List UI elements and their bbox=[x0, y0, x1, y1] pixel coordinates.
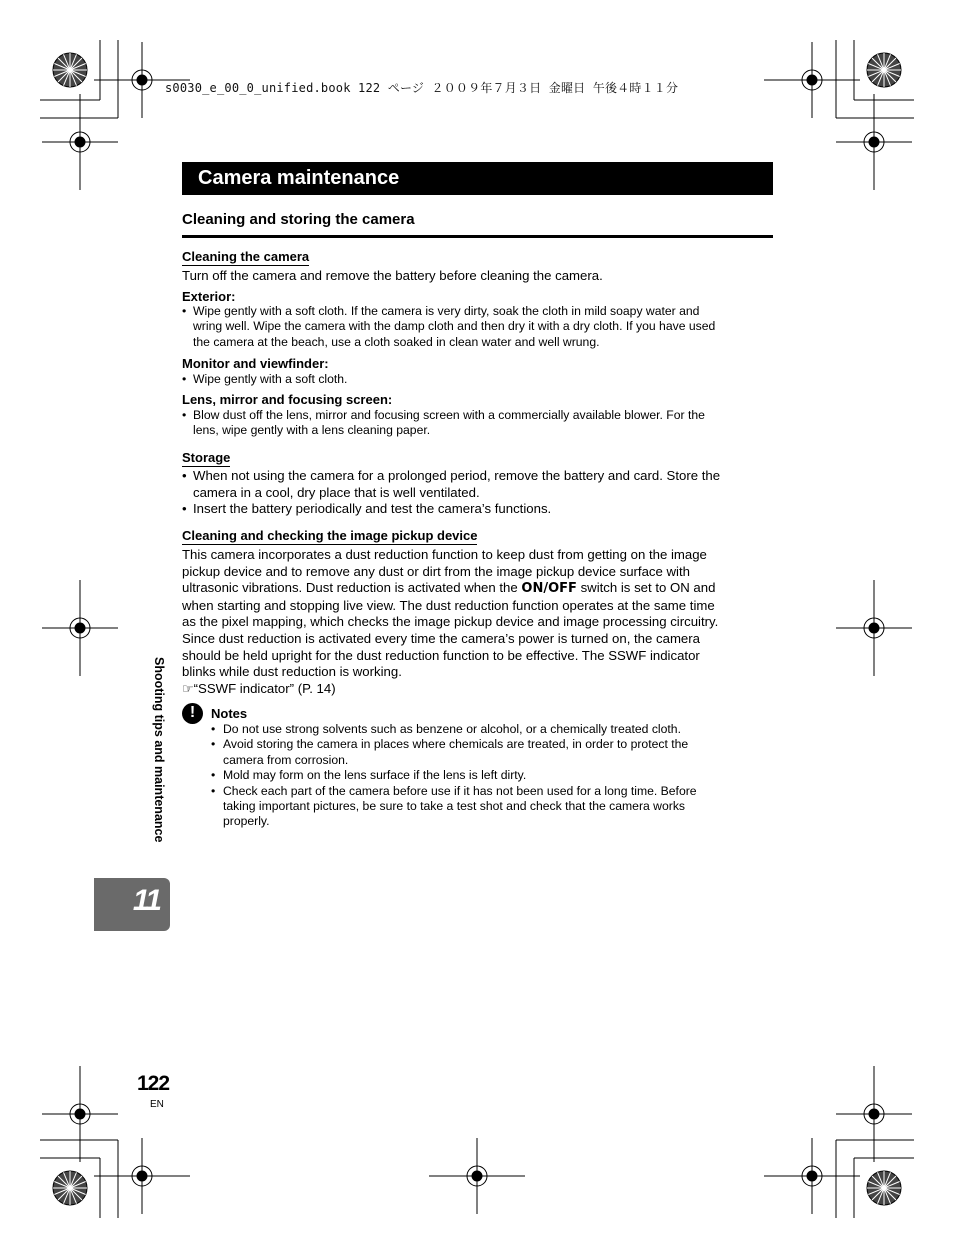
exterior-line: wring well. Wipe the camera with the damp cloth and then dry it with a dry cloth. If you have used bbox=[193, 319, 716, 334]
chapter-tab bbox=[94, 878, 170, 931]
monitor-text: Wipe gently with a soft cloth. bbox=[193, 372, 348, 386]
pickup-line-part: switch is set to ON and bbox=[580, 580, 716, 596]
pickup-heading: Cleaning and checking the image pickup device bbox=[182, 528, 478, 543]
page-number: 122 bbox=[137, 1072, 170, 1095]
lens-line: lens, wipe gently with a lens cleaning paper. bbox=[193, 423, 431, 438]
storage-line: camera in a cool, dry place that is well ventilated. bbox=[193, 484, 480, 500]
bullet-mark: • bbox=[182, 372, 187, 386]
lens-bullet bbox=[182, 408, 782, 439]
note-line: Do not use strong solvents such as benzene or alcohol, or a chemically treated cloth. bbox=[223, 722, 681, 736]
page-title-bar bbox=[182, 162, 773, 195]
bullet-mark: • bbox=[182, 408, 187, 422]
cleaning-intro: Turn off the camera and remove the battery before cleaning the camera. bbox=[182, 268, 603, 283]
exterior-bullet bbox=[182, 304, 782, 350]
storage-heading: Storage bbox=[182, 450, 231, 465]
bullet-mark: • bbox=[211, 737, 216, 752]
chapter-number: 11 bbox=[132, 884, 160, 917]
cross-reference bbox=[182, 681, 782, 698]
monitor-heading: Monitor and viewfinder: bbox=[182, 356, 329, 371]
notes-heading: Notes bbox=[211, 706, 248, 721]
note-line: Avoid storing the camera in places where chemicals are treated, in order to protect the bbox=[223, 737, 689, 752]
storage-bullets bbox=[182, 468, 782, 518]
note-line: properly. bbox=[223, 814, 270, 829]
exterior-line: the camera at the beach, use a cloth soaked in clean water and well wrung. bbox=[193, 334, 600, 349]
pickup-line: should be held upright for the dust reduction function to be effective. The SSWF indicator bbox=[182, 647, 700, 663]
pickup-line: when starting and stopping live view. The dust reduction function operates at the same time bbox=[182, 597, 715, 613]
note-line: Mold may form on the lens surface if the lens is left dirty. bbox=[223, 768, 527, 783]
pickup-line: blinks while dust reduction is working. bbox=[182, 664, 402, 680]
bullet-mark: • bbox=[211, 768, 216, 783]
chapter-label: Shooting tips and maintenance bbox=[152, 657, 166, 843]
bullet-mark: • bbox=[182, 501, 187, 517]
exclamation-glyph: ! bbox=[189, 704, 196, 721]
pickup-paragraph bbox=[182, 547, 782, 697]
lens-heading: Lens, mirror and focusing screen: bbox=[182, 392, 393, 407]
reference-link[interactable]: “SSWF indicator” (P. 14) bbox=[193, 680, 336, 696]
cleaning-heading: Cleaning the camera bbox=[182, 249, 310, 264]
lens-line: Blow dust off the lens, mirror and focusing screen with a commercially available blower. For the bbox=[193, 408, 705, 422]
note-line: taking important pictures, be sure to take a test shot and check that the camera works bbox=[223, 799, 686, 814]
notes-list bbox=[211, 722, 771, 830]
bullet-mark: • bbox=[182, 468, 187, 483]
pickup-line: as the pixel mapping, which checks the image pickup device and image processing circuitry. bbox=[182, 614, 719, 630]
exclamation-icon bbox=[182, 703, 203, 724]
page-title: Camera maintenance bbox=[198, 167, 400, 189]
bullet-mark: • bbox=[211, 783, 216, 798]
monitor-bullet bbox=[182, 372, 347, 387]
onoff-key-label: ON/OFF bbox=[521, 581, 577, 597]
storage-line: Insert the battery periodically and test the camera’s functions. bbox=[193, 501, 552, 517]
exterior-heading: Exterior: bbox=[182, 289, 236, 304]
section-heading: Cleaning and storing the camera bbox=[182, 211, 415, 228]
pickup-line-part: ultrasonic vibrations. Dust reduction is activated when the bbox=[182, 580, 518, 596]
pickup-line: This camera incorporates a dust reduction function to keep dust from getting on the image bbox=[182, 547, 707, 562]
page-language: EN bbox=[150, 1099, 164, 1110]
bullet-mark: • bbox=[182, 304, 187, 318]
pickup-line bbox=[182, 580, 782, 598]
exterior-line: Wipe gently with a soft cloth. If the camera is very dirty, soak the cloth in mild soapy water and bbox=[193, 304, 700, 318]
note-line: camera from corrosion. bbox=[223, 752, 349, 767]
note-line: Check each part of the camera before use if it has not been used for a long time. Before bbox=[223, 783, 697, 798]
section-rule bbox=[182, 235, 773, 238]
pickup-line: Since dust reduction is activated every time the camera’s power is turned on, the camera bbox=[182, 630, 700, 646]
storage-line: When not using the camera for a prolonged period, remove the battery and card. Store the bbox=[193, 468, 721, 483]
pointing-hand-icon: ☞ bbox=[182, 680, 194, 696]
pickup-line: pickup device and to remove any dust or dirt from the image pickup device surface with bbox=[182, 563, 690, 579]
bullet-mark: • bbox=[211, 722, 216, 736]
print-slug: s0030_e_00_0_unified.book 122 ページ ２００９年７月３日 金曜日 午後４時１１分 bbox=[165, 81, 679, 95]
